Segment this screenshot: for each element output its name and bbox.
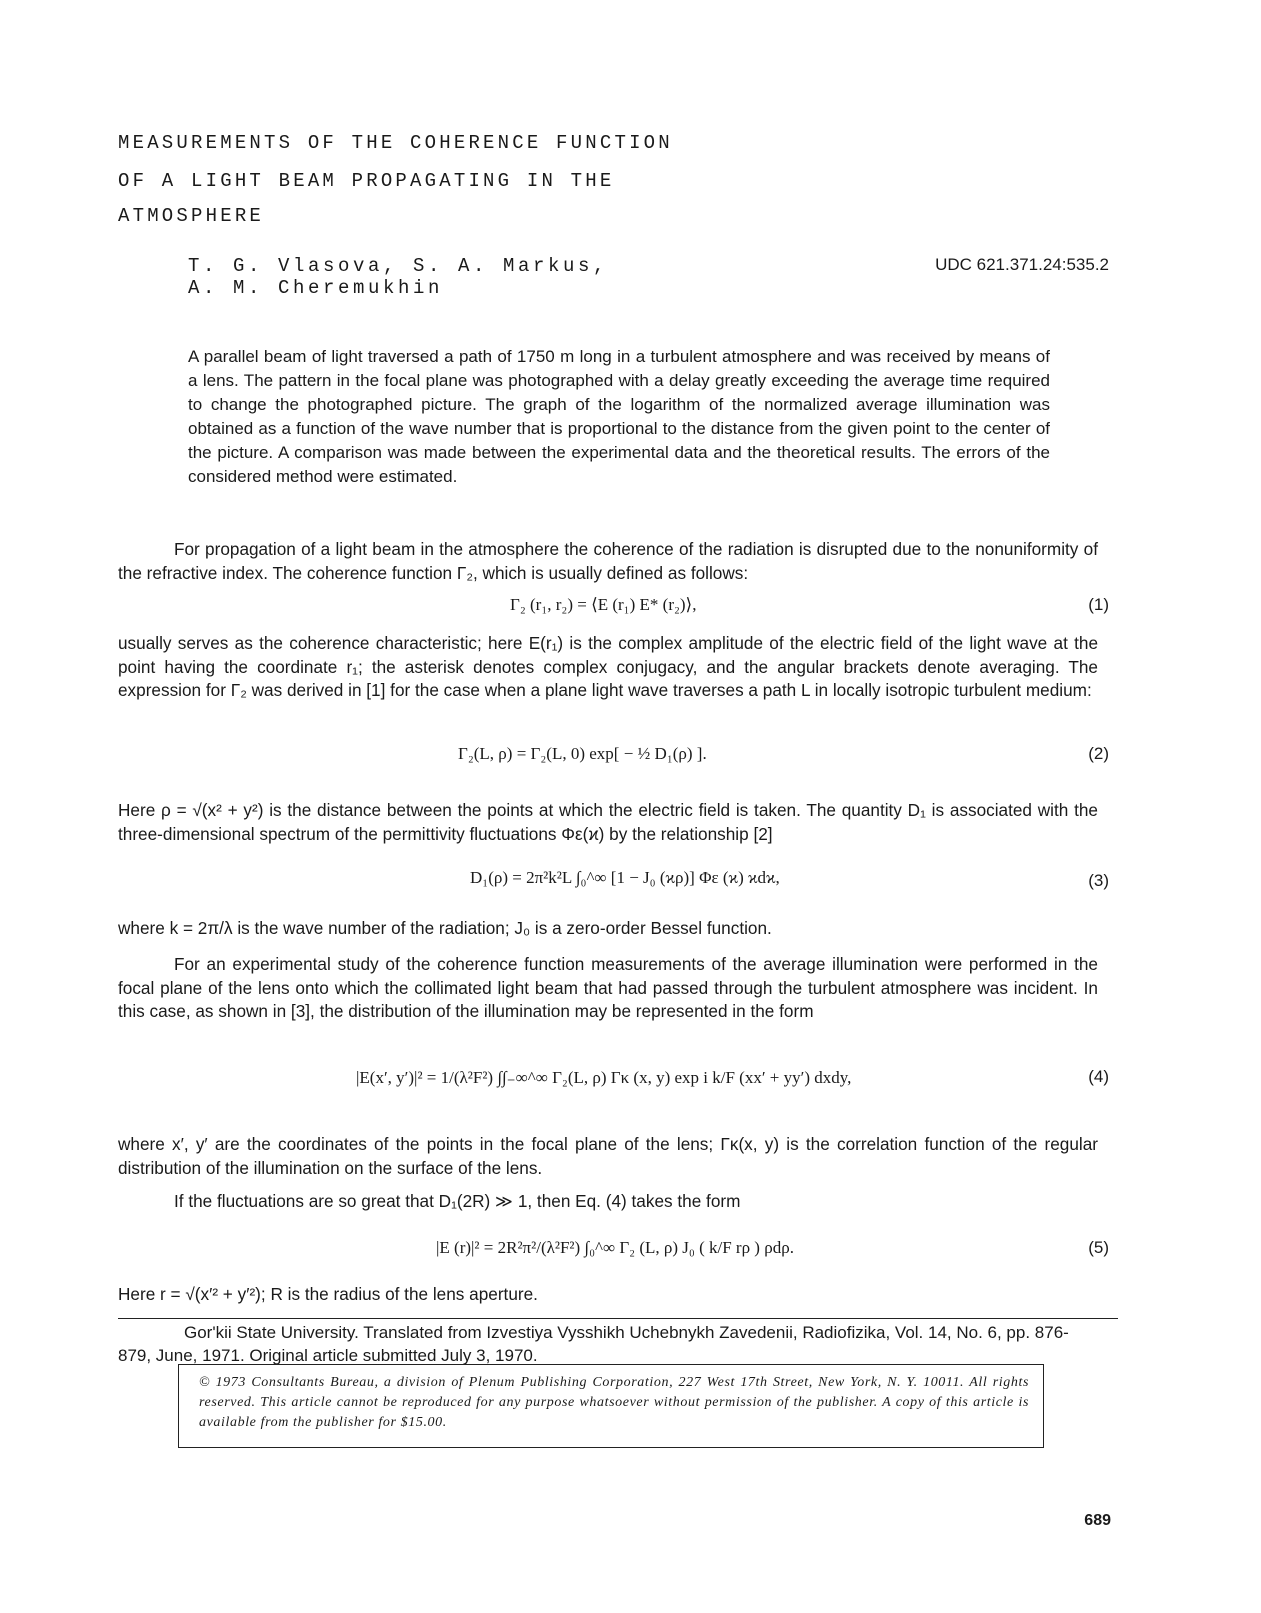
authors-line-1: T. G. Vlasova, S. A. Markus, — [188, 255, 609, 277]
equation-number-1: (1) — [1088, 595, 1109, 614]
equation-number-3: (3) — [1088, 871, 1109, 890]
affiliation-note: Gor'kii State University. Translated from Izvestiya Vysshikh Uchebnykh Zavedenii, Radiofizika, Vol. 14, No. 6, pp. 876-879, June, 1971. Original article submitted July 3, 1970. — [118, 1323, 1069, 1365]
title-line-1: MEASUREMENTS OF THE COHERENCE FUNCTION — [118, 132, 673, 154]
abstract: A parallel beam of light traversed a path of 1750 m long in a turbulent atmosphere and was received by means of a lens. The pattern in the focal plane was photographed with a delay greatly exceeding the average time required to change the photographed picture. The graph of the logarithm of the normalized average illumination was obtained as a function of the wave number that is proportional to the distance from the given point to the center of the picture. A comparison was made between the experimental data and the theoretical results. The errors of the considered method were estimated. — [188, 347, 1050, 486]
equation-1: Γ₂ (r₁, r₂) = ⟨E (r₁) E* (r₂)⟩, — [510, 595, 697, 614]
page-number: 689 — [1084, 1512, 1111, 1529]
equation-2: Γ₂(L, ρ) = Γ₂(L, 0) exp[ − ½ D₁(ρ) ]. — [458, 744, 707, 763]
title-line-2: OF A LIGHT BEAM PROPAGATING IN THE — [118, 170, 615, 192]
copyright-text: © 1973 Consultants Bureau, a division of Plenum Publishing Corporation, 227 West 17th Street, New York, N. Y. 10011. All rights reserved. This article cannot be reproduced for any purpose whatsoever without permission of the publisher. A copy of this article is available from the publisher for $15.00. — [199, 1375, 1029, 1430]
equation-number-5: (5) — [1088, 1238, 1109, 1257]
body-paragraph-1: For propagation of a light beam in the atmosphere the coherence of the radiation is disrupted due to the nonuniformity of the refractive index. The coherence function Γ₂, which is usually defined as follows: — [118, 539, 1098, 583]
body-paragraph-7: If the fluctuations are so great that D₁(2R) ≫ 1, then Eq. (4) takes the form — [174, 1191, 741, 1211]
body-paragraph-8: Here r = √(x′² + y′²); R is the radius of the lens aperture. — [118, 1284, 538, 1304]
title-line-3: ATMOSPHERE — [118, 205, 265, 227]
equation-number-2: (2) — [1088, 744, 1109, 763]
copyright-box — [178, 1364, 1044, 1448]
equation-number-4: (4) — [1088, 1067, 1109, 1086]
equation-4: |E(x′, y′)|² = 1/(λ²F²) ∫∫₋∞^∞ Γ₂(L, ρ) Γκ (x, y) exp i k/F (xx′ + yy′) dxdy, — [356, 1068, 852, 1087]
body-paragraph-5: For an experimental study of the coherence function measurements of the average illumination were performed in the focal plane of the lens onto which the collimated light beam that had passed through the turbulent atmosphere was incident. In this case, as shown in [3], the distribution of the illumination may be represented in the form — [118, 954, 1098, 1021]
body-paragraph-2: usually serves as the coherence characteristic; here E(r₁) is the complex amplitude of the electric field of the light wave at the point having the coordinate r₁; the asterisk denotes complex conjugacy, and the angular brackets denote averaging. The expression for Γ₂ was derived in [1] for the case when a plane light wave traverses a path L in locally isotropic turbulent medium: — [118, 633, 1098, 700]
udc-code: UDC 621.371.24:535.2 — [935, 255, 1109, 274]
body-paragraph-3: Here ρ = √(x² + y²) is the distance between the points at which the electric field is taken. The quantity D₁ is associated with the three-dimensional spectrum of the permittivity fluctuations Φε(ϰ) by the relationship [2] — [118, 800, 1098, 844]
equation-5: |E (r)|² = 2R²π²/(λ²F²) ∫₀^∞ Γ₂ (L, ρ) J₀ ( k/F rρ ) ρdρ. — [436, 1238, 794, 1257]
equation-3: D₁(ρ) = 2π²k²L ∫₀^∞ [1 − J₀ (ϰρ)] Φε (ϰ) ϰdϰ, — [470, 868, 780, 887]
body-paragraph-6: where x′, y′ are the coordinates of the points in the focal plane of the lens; Γκ(x, y) is the correlation function of the regular distribution of the illumination on the surface of the lens. — [118, 1134, 1098, 1178]
footnote-divider — [118, 1318, 1118, 1319]
body-paragraph-4: where k = 2π/λ is the wave number of the radiation; J₀ is a zero-order Bessel function. — [118, 918, 772, 938]
authors-line-2: A. M. Cheremukhin — [188, 277, 444, 299]
